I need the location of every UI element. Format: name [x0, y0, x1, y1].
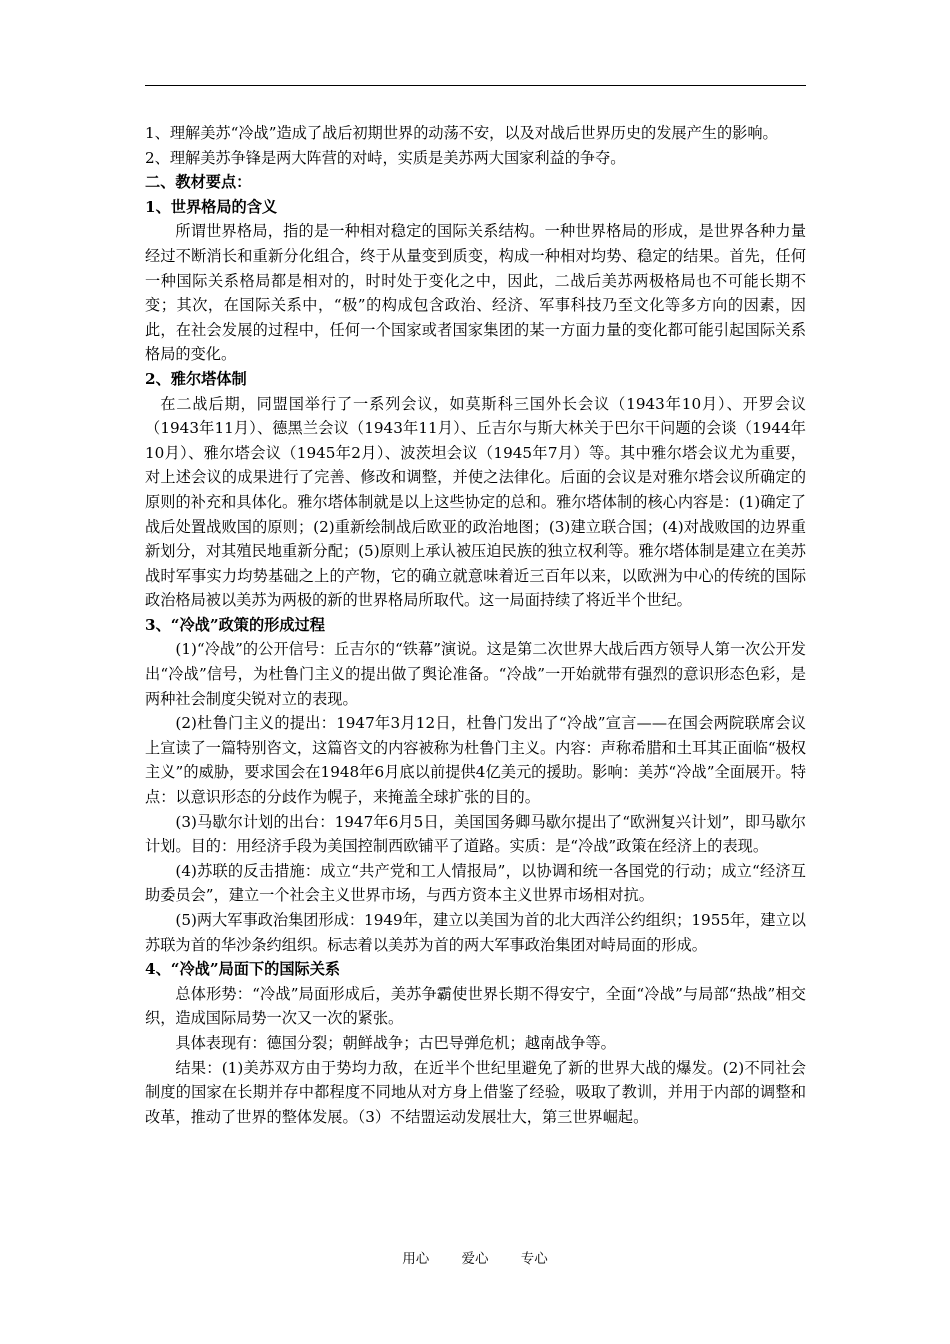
page-footer — [0, 1247, 950, 1267]
footer-text: 用心 — [402, 1251, 430, 1267]
footer-text: 专心 — [520, 1251, 548, 1267]
section-heading: 4、“冷战”局面下的国际关系 — [145, 960, 341, 979]
paragraph: 所谓世界格局，指的是一种相对稳定的国际关系结构。一种世界格局的形成，是世界各种力量经过不断消长和重新分化组合，终于从量变到质变，构成一种相对均势、稳定的结果。首先，任何一种国际关系格局都是相对的，时时处于变化之中，因此，二战后美苏两极格局也不可能长期不变；其次，在国际关系中，“极”的构成包含政治、经济、军事科技乃至文化等多方向的因素，因此，在社会发展的过程中，任何一个国家或者国家集团的某一方面力量的变化都可能引起国际关系格局的变化。 — [145, 222, 806, 364]
paragraph: (4)苏联的反击措施：成立“共产党和工人情报局”，以协调和统一各国党的行动；成立“经济互助委员会”，建立一个社会主义世界市场，与西方资本主义世界市场相对抗。 — [145, 861, 806, 905]
paragraph: 在二战后期，同盟国举行了一系列会议，如莫斯科三国外长会议（1943年10月）、开罗会议（1943年11月）、德黑兰会议（1943年11月）、丘吉尔与斯大林关于巴尔干问题的会谈（1944年10月）、雅尔塔会议（1945年2月）、波茨坦会议（1945年7月）等。其中雅尔塔会议尤为重要，对上述会议的成果进行了完善、修改和调整，并使之法律化。后面的会议是对雅尔塔会议所确定的原则的补充和具体化。雅尔塔体制就是以上这些协定的总和。雅尔塔体制的核心内容是：(1)确定了战后处置战败国的原则；(2)重新绘制战后欧亚的政治地图；(3)建立联合国；(4)对战败国的边界重新划分，对其殖民地重新分配；(5)原则上承认被压迫民族的独立权利等。雅尔塔体制是建立在美苏战时军事实力均势基础之上的产物，它的确立就意味着近三百年以来，以欧洲为中心的传统的国际政治格局被以美苏为两极的新的世界格局所取代。这一局面持续了将近半个世纪。 — [145, 394, 806, 610]
paragraph: (1)“冷战”的公开信号：丘吉尔的“铁幕”演说。这是第二次世界大战后西方领导人第一次公开发出“冷战”信号，为杜鲁门主义的提出做了舆论准备。“冷战”一开始就带有强烈的意识形态色彩，是两种社会制度尖锐对立的表现。 — [145, 640, 806, 708]
section-heading: 二、教材要点： — [145, 173, 252, 192]
document-body — [145, 121, 806, 1129]
paragraph: 结果：(1)美苏双方由于势均力敌，在近半个世纪里避免了新的世界大战的爆发。(2)不同社会制度的国家在长期并存中都程度不同地从对方身上借鉴了经验，吸取了教训，并用于内部的调整和改革，推动了世界的整体发展。（3）不结盟运动发展壮大，第三世界崛起。 — [145, 1058, 806, 1126]
paragraph: (3)马歇尔计划的出台：1947年6月5日，美国国务卿马歇尔提出了“欧洲复兴计划”，即马歇尔计划。目的：用经济手段为美国控制西欧铺平了道路。实质：是“冷战”政策在经济上的表现。 — [145, 812, 806, 856]
section-heading: 1、世界格局的含义 — [145, 197, 278, 216]
header-rule — [145, 85, 806, 86]
section-heading: 2、雅尔塔体制 — [145, 369, 247, 388]
paragraph: 总体形势：“冷战”局面形成后，美苏争霸使世界长期不得安宁，全面“冷战”与局部“热战”相交织，造成国际局势一次又一次的紧张。 — [145, 984, 806, 1028]
paragraph: (5)两大军事政治集团形成：1949年，建立以美国为首的北大西洋公约组织；1955年，建立以苏联为首的华沙条约组织。标志着以美苏为首的两大军事政治集团对峙局面的形成。 — [145, 911, 806, 954]
paragraph: (2)杜鲁门主义的提出：1947年3月12日，杜鲁门发出了“冷战”宣言——在国会两院联席会议上宣读了一篇特别咨文，这篇咨文的内容被称为杜鲁门主义。内容：声称希腊和土耳其正面临“极权主义”的威胁，要求国会在1948年6月底以前提供4亿美元的援助。影响：美苏“冷战”全面展开。特点：以意识形态的分歧作为幌子，来掩盖全球扩张的目的。 — [145, 714, 806, 807]
paragraph: 具体表现有：德国分裂；朝鲜战争；古巴导弹危机；越南战争等。 — [175, 1033, 616, 1052]
section-heading: 3、“冷战”政策的形成过程 — [145, 615, 325, 634]
paragraph: 1、理解美苏“冷战”造成了战后初期世界的动荡不安，以及对战后世界历史的发展产生的影响。 — [145, 124, 778, 142]
paragraph: 2、理解美苏争锋是两大阵营的对峙，实质是美苏两大国家利益的争夺。 — [145, 148, 626, 167]
footer-text: 爱心 — [461, 1251, 489, 1267]
